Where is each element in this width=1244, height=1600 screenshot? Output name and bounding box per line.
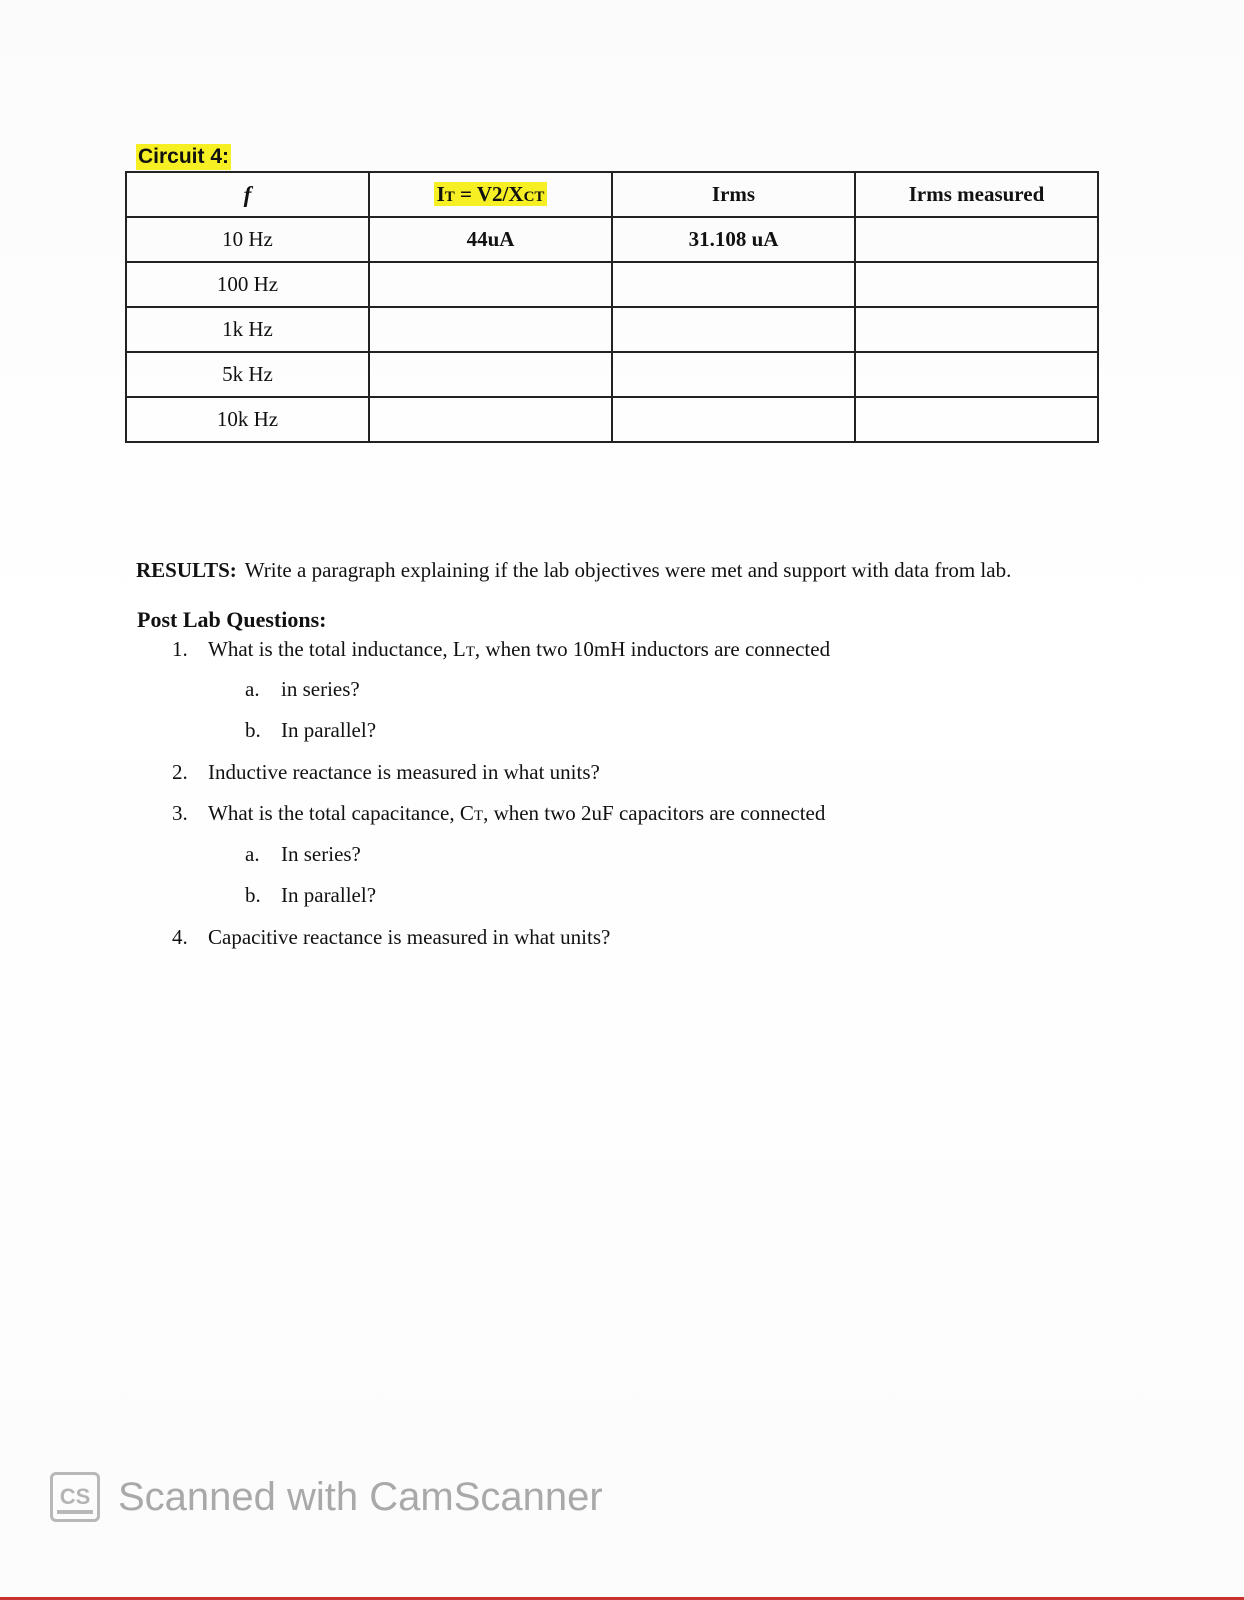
post-lab-title: Post Lab Questions:	[137, 607, 327, 632]
freq-cell: 10k Hz	[126, 397, 369, 442]
watermark-text: Scanned with CamScanner	[118, 1474, 603, 1519]
irms-cell	[612, 262, 855, 307]
it-cell	[369, 262, 612, 307]
it-formula: IT = V2/XCT	[434, 182, 548, 206]
irms-cell	[612, 397, 855, 442]
camscanner-watermark	[50, 1472, 603, 1522]
header-frequency: f	[126, 172, 369, 217]
table-row	[126, 262, 1098, 307]
circuit-data-table	[125, 171, 1099, 443]
it-cell	[369, 307, 612, 352]
results-label: RESULTS:	[136, 558, 237, 582]
question-1a: a. in series?	[245, 677, 360, 701]
irms-cell	[612, 307, 855, 352]
question-3a: a. In series?	[245, 842, 361, 866]
irms-measured-cell	[855, 307, 1098, 352]
irms-measured-cell	[855, 217, 1098, 262]
results-text: Write a paragraph explaining if the lab objectives were met and support with data from lab.	[244, 558, 1012, 582]
it-cell: 44uA	[369, 217, 612, 262]
table-row	[126, 217, 1098, 262]
table-header-row	[126, 172, 1098, 217]
freq-cell: 100 Hz	[126, 262, 369, 307]
circuit-title: Circuit 4:	[138, 145, 230, 168]
freq-cell: 5k Hz	[126, 352, 369, 397]
header-irms-measured: Irms measured	[855, 172, 1098, 217]
irms-cell	[612, 352, 855, 397]
table-row	[126, 352, 1098, 397]
question-1: 1. What is the total inductance, LT, when two 10mH inductors are connected	[172, 637, 831, 661]
it-cell	[369, 397, 612, 442]
freq-cell: 10 Hz	[126, 217, 369, 262]
irms-measured-cell	[855, 397, 1098, 442]
irms-cell: 31.108 uA	[612, 217, 855, 262]
camscanner-logo-icon: CS	[50, 1472, 100, 1522]
question-2: 2. Inductive reactance is measured in what units?	[172, 760, 600, 784]
results-paragraph	[136, 558, 1011, 583]
question-1b: b. In parallel?	[245, 718, 377, 742]
table-row	[126, 397, 1098, 442]
table-row	[126, 307, 1098, 352]
irms-measured-cell	[855, 262, 1098, 307]
header-it	[369, 172, 612, 217]
irms-measured-cell	[855, 352, 1098, 397]
header-irms: Irms	[612, 172, 855, 217]
it-cell	[369, 352, 612, 397]
question-3b: b. In parallel?	[245, 883, 377, 907]
question-4: 4. Capacitive reactance is measured in what units?	[172, 925, 611, 949]
freq-cell: 1k Hz	[126, 307, 369, 352]
question-3: 3. What is the total capacitance, CT, when two 2uF capacitors are connected	[172, 801, 826, 825]
